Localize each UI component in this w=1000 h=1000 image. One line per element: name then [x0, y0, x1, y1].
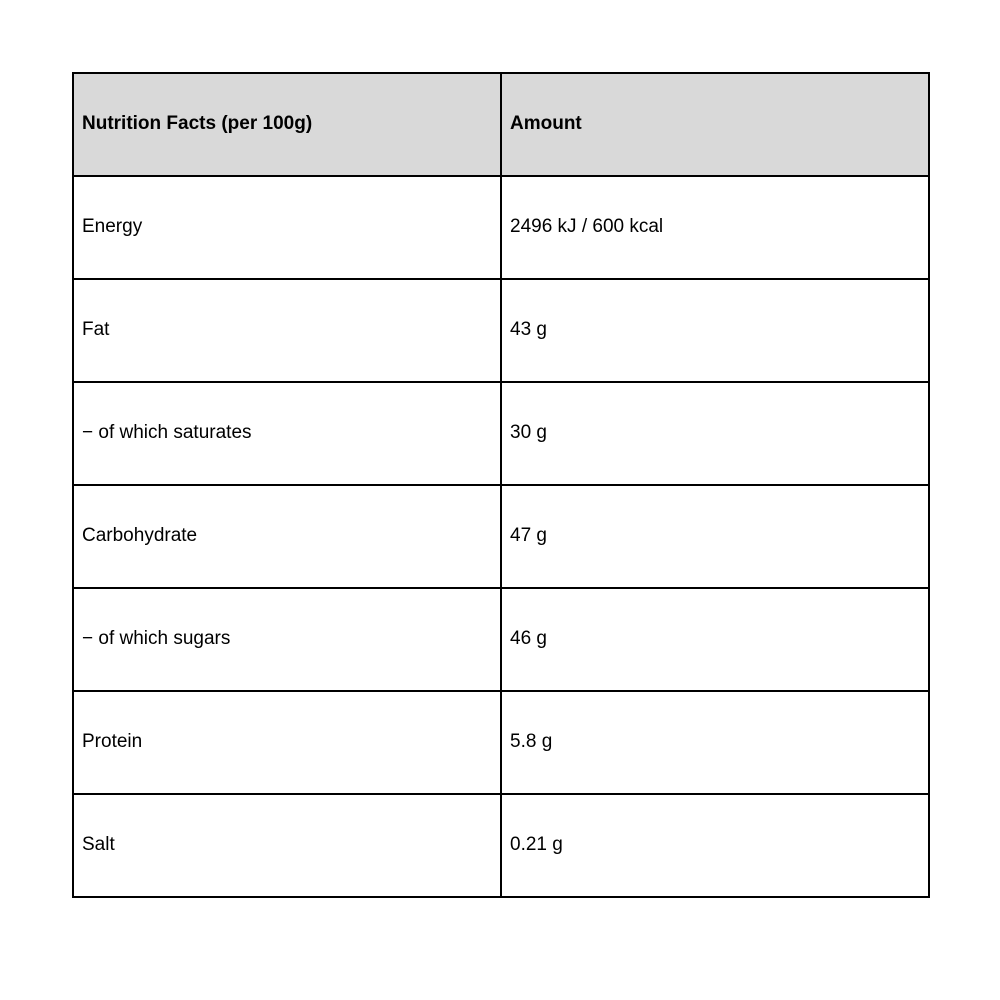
nutrient-name: Salt [73, 794, 501, 897]
header-nutrient: Nutrition Facts (per 100g) [73, 73, 501, 176]
nutrient-name: − of which sugars [73, 588, 501, 691]
nutrient-amount: 46 g [501, 588, 929, 691]
table-header [73, 73, 929, 176]
table-row-carbohydrate [73, 485, 929, 588]
table-row-saturates [73, 382, 929, 485]
table-row-sugars [73, 588, 929, 691]
header-row [73, 73, 929, 176]
header-amount: Amount [501, 73, 929, 176]
nutrient-name: Protein [73, 691, 501, 794]
nutrition-table [72, 72, 930, 898]
table-row-energy [73, 176, 929, 279]
nutrient-amount: 30 g [501, 382, 929, 485]
nutrient-amount: 43 g [501, 279, 929, 382]
nutrient-name: Carbohydrate [73, 485, 501, 588]
nutrient-name: Energy [73, 176, 501, 279]
nutrient-amount: 5.8 g [501, 691, 929, 794]
nutrient-amount: 0.21 g [501, 794, 929, 897]
table-row-salt [73, 794, 929, 897]
nutrient-name: − of which saturates [73, 382, 501, 485]
table-body [73, 176, 929, 897]
nutrient-amount: 2496 kJ / 600 kcal [501, 176, 929, 279]
nutrient-amount: 47 g [501, 485, 929, 588]
nutrient-name: Fat [73, 279, 501, 382]
table-row-protein [73, 691, 929, 794]
table-row-fat [73, 279, 929, 382]
